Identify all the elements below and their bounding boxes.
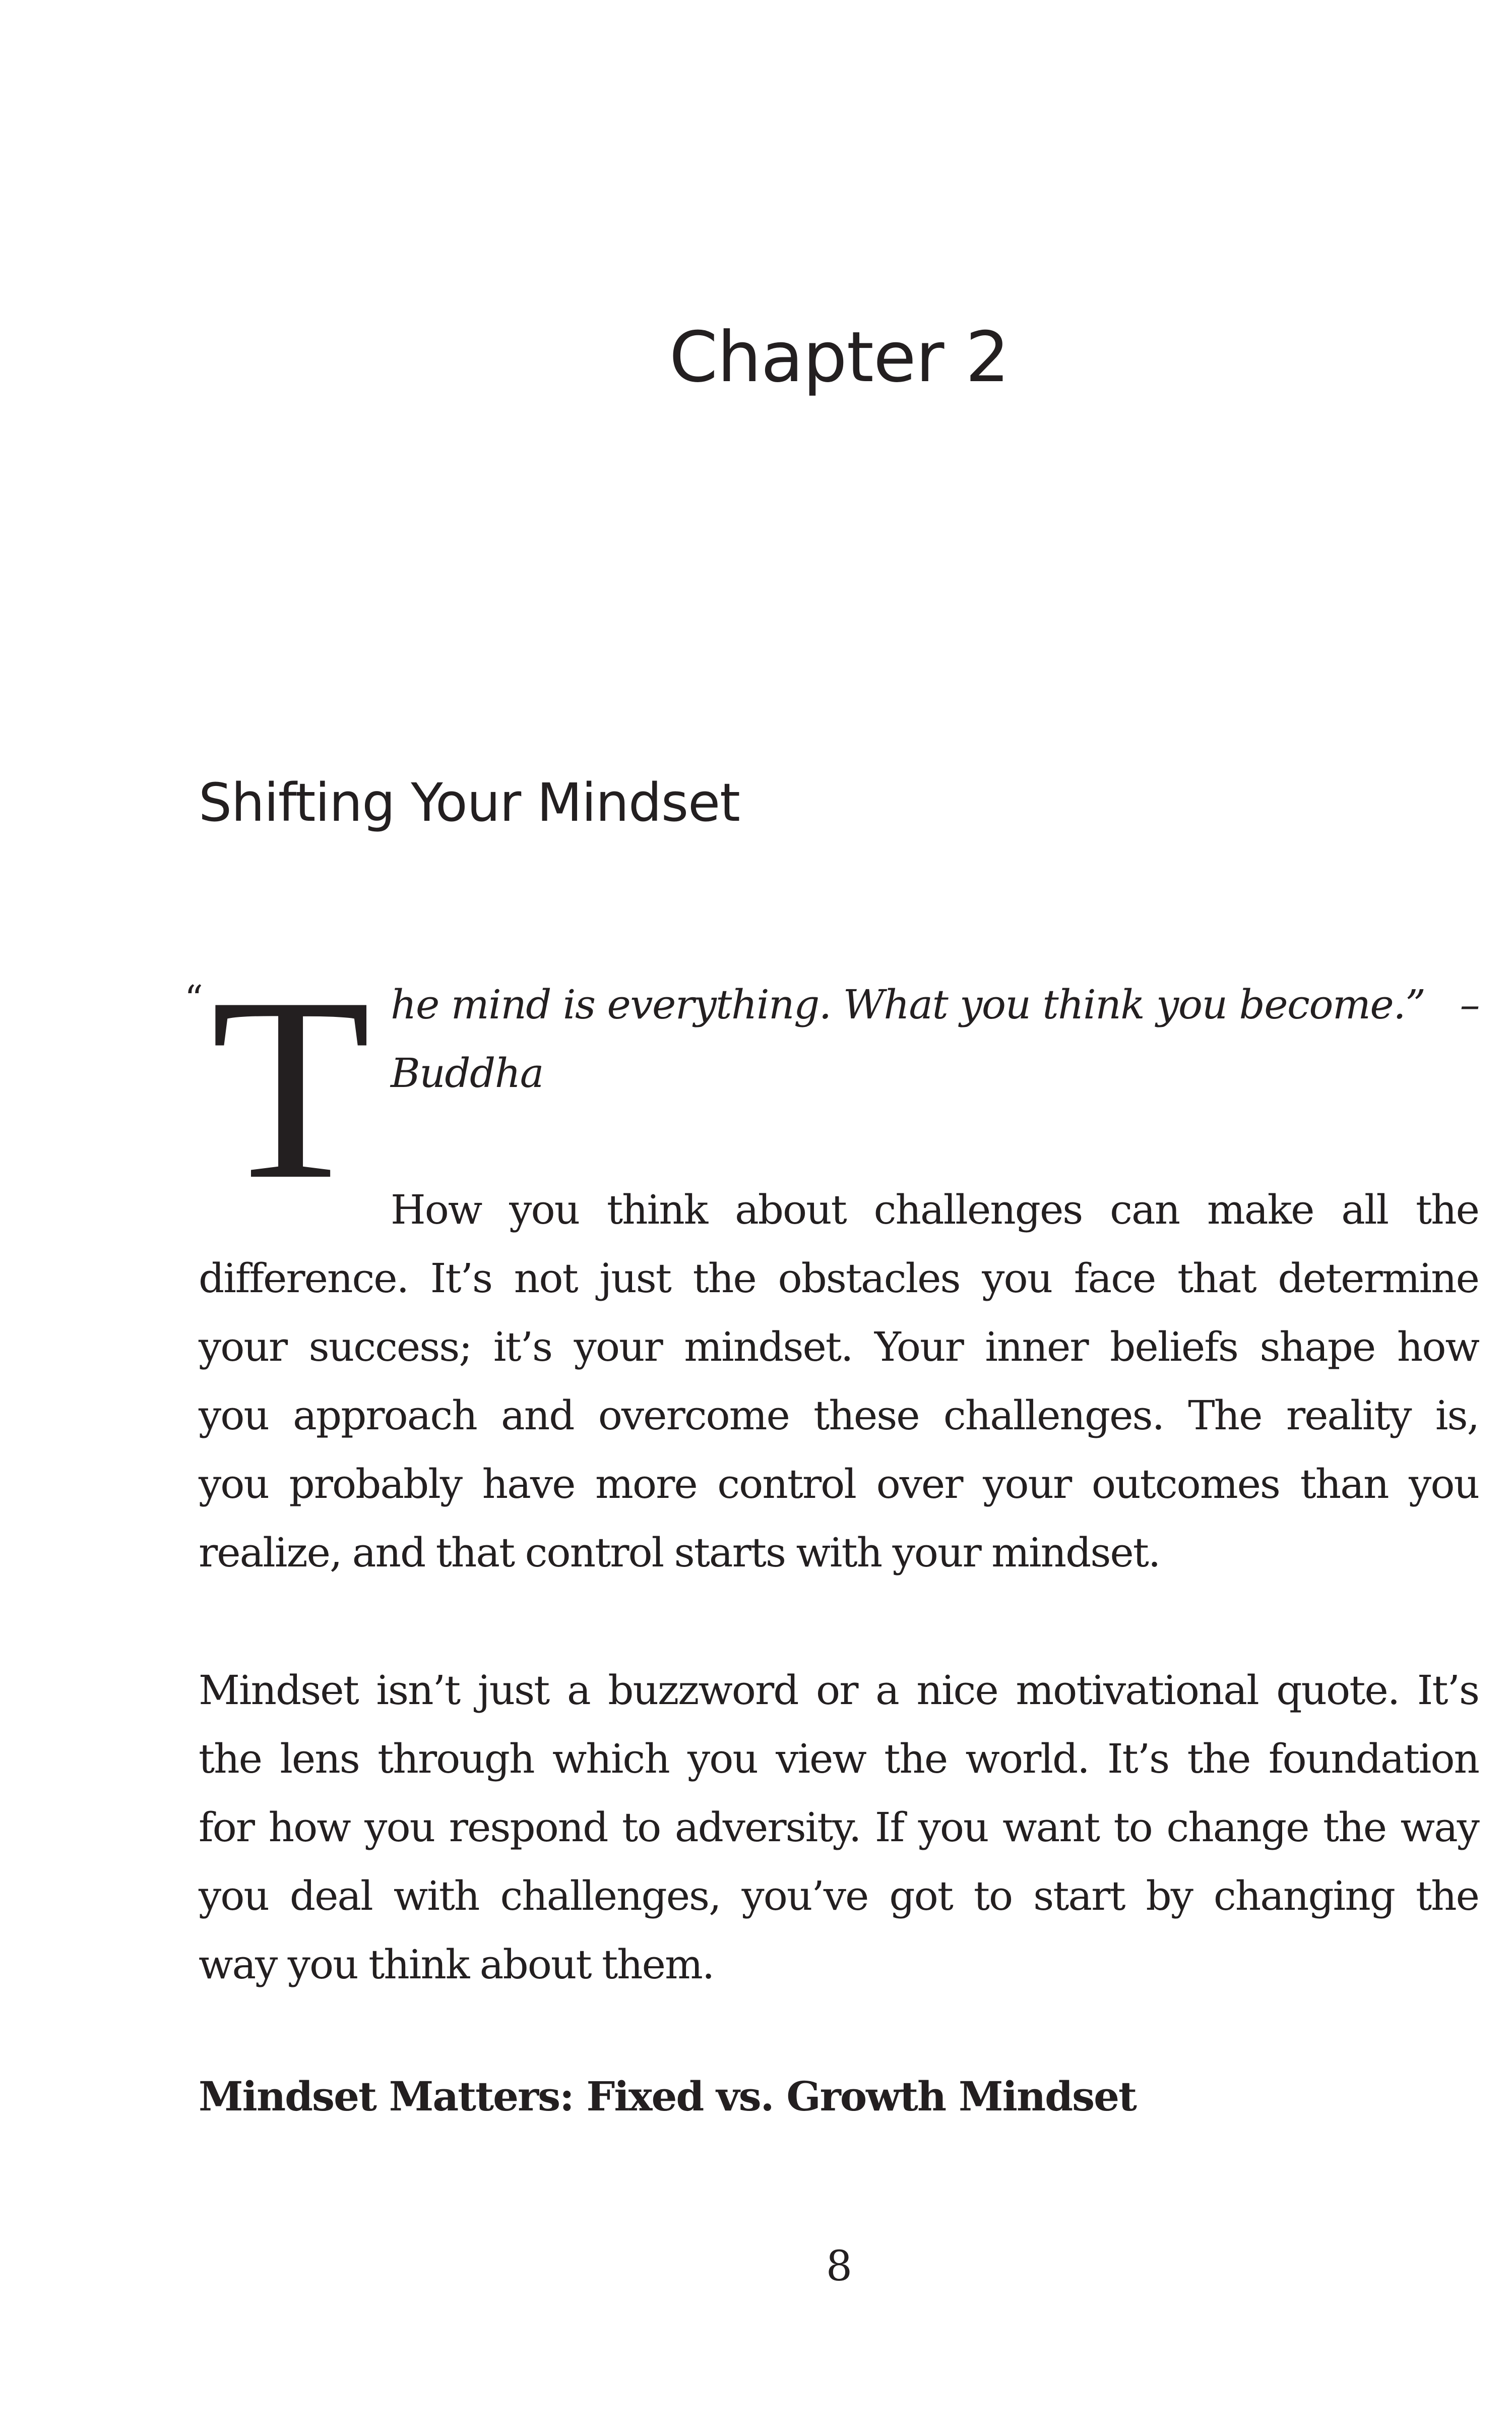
paragraph-line: How you think about challenges can make all the	[391, 1186, 1479, 1233]
paragraph-line: Mindset isn’t just a buzzword or a nice motivational quote. It’s	[199, 1667, 1479, 1714]
epigraph-open-quote: “	[184, 978, 203, 1020]
paragraph-line: the lens through which you view the world. It’s the foundation	[199, 1735, 1479, 1782]
paragraph-line: you probably have more control over your outcomes than you	[199, 1461, 1479, 1507]
paragraph-line: you deal with challenges, you’ve got to start by changing the	[199, 1872, 1479, 1919]
epigraph-line-1	[391, 971, 1479, 1039]
paragraph-line: for how you respond to adversity. If you want to change the way	[199, 1804, 1479, 1851]
epigraph-dash: –	[1460, 981, 1479, 1028]
paragraph-line: your success; it’s your mindset. Your inner beliefs shape how	[199, 1323, 1479, 1370]
chapter-title: Chapter 2	[669, 317, 1010, 398]
paragraph-line: way you think about them.	[199, 1941, 714, 1988]
epigraph	[391, 971, 1489, 1108]
paragraph-line: you approach and overcome these challenges. The reality is,	[199, 1392, 1479, 1439]
epigraph-attribution: Buddha	[391, 1050, 543, 1097]
epigraph-quote-text: he mind is everything. What you think you become.”	[391, 981, 1425, 1028]
subheading: Mindset Matters: Fixed vs. Growth Mindset	[199, 2073, 1136, 2120]
page-number: 8	[826, 2243, 853, 2290]
section-title: Shifting Your Mindset	[199, 772, 740, 833]
paragraph-2	[199, 1656, 1479, 1999]
drop-cap-letter: T	[211, 944, 371, 1234]
paragraph-1	[199, 1176, 1479, 1587]
paragraph-line: realize, and that control starts with your mindset.	[199, 1529, 1160, 1576]
paragraph-line: difference. It’s not just the obstacles you face that determine	[199, 1255, 1479, 1302]
